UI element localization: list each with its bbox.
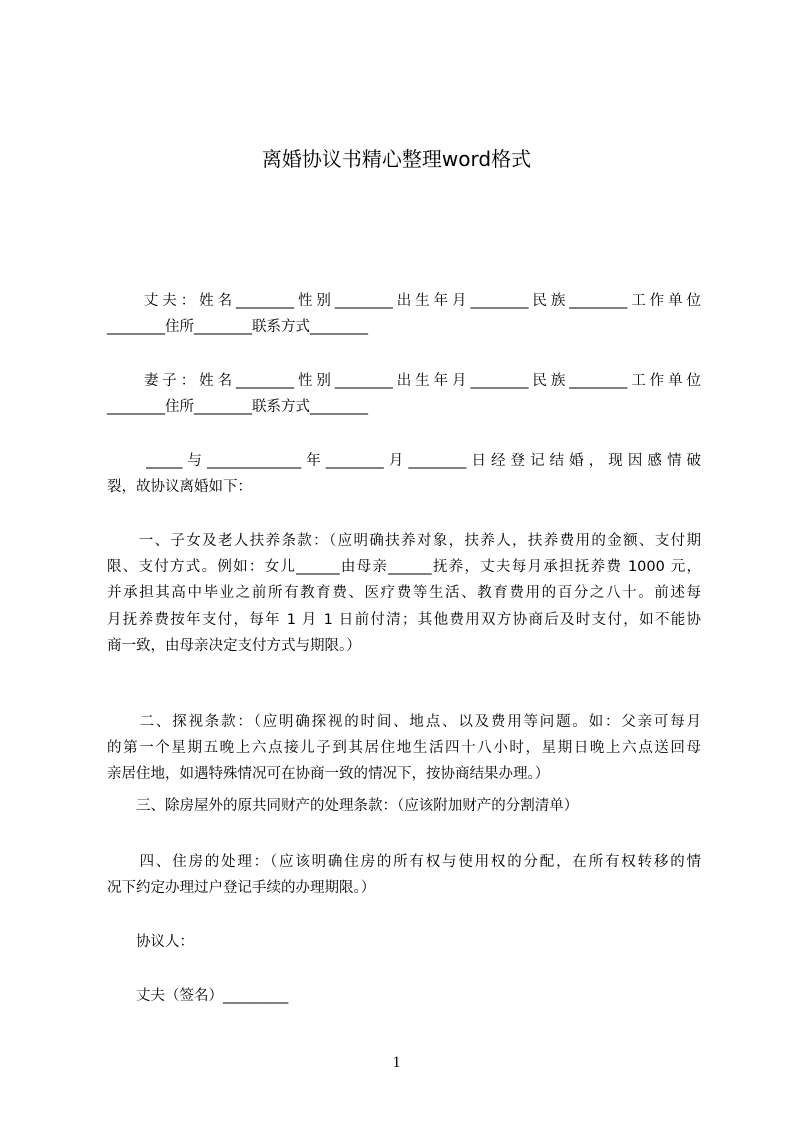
text-line: 亲居住地，如遇特殊情况可在协商一致的情况下，按协商结果办理。） — [107, 766, 550, 782]
page-number: 1 — [392, 1054, 401, 1071]
text-line: 裂，故协议离婚如下： — [107, 479, 252, 495]
text-line: 妻子：姓名________性别________出生年月________民族________工作单位 — [107, 373, 701, 389]
text-line: 商一致，由母亲决定支付方式与期限。） — [107, 638, 361, 654]
text-line: 丈夫：姓名________性别________出生年月________民族________工作单位 — [107, 293, 701, 309]
document-title: 离婚协议书精心整理word格式 — [261, 147, 532, 171]
text-line: 的第一个星期五晚上六点接儿子到其居住地生活四十八小时，星期日晚上六点送回母 — [107, 740, 701, 756]
text-line: 一、子女及老人扶养条款：（应明确扶养对象，扶养人，扶养费用的金额、支付期 — [107, 533, 701, 549]
text-line: 丈夫（签名）_________ — [107, 988, 289, 1004]
text-line: 况下约定办理过户登记手续的办理期限。） — [107, 880, 376, 896]
text-line: ________住所________联系方式________ — [107, 319, 368, 335]
text-line: 限、支付方式。例如：女儿______由母亲______抚养，丈夫每月承担抚养费 1000 元， — [107, 559, 701, 575]
text-line: 二、探视条款：（应明确探视的时间、地点、以及费用等问题。如：父亲可每月 — [107, 714, 701, 730]
text-line: ________住所________联系方式________ — [107, 399, 368, 415]
text-line: 四、住房的处理：（应该明确住房的所有权与使用权的分配，在所有权转移的情 — [107, 854, 701, 870]
text-line: 月抚养费按年支付，每年 1 月 1 日前付清；其他费用双方协商后及时支付，如不能协 — [107, 612, 701, 628]
text-line: _____与_____________年________月________日经登记结婚，现因感情破 — [107, 453, 701, 469]
text-line: 并承担其高中毕业之前所有教育费、医疗费等生活、教育费用的百分之八十。前述每 — [107, 585, 701, 601]
text-line: 三、除房屋外的原共同财产的处理条款：（应该附加财产的分割清单） — [107, 798, 579, 814]
text-line: 协议人： — [107, 934, 194, 950]
